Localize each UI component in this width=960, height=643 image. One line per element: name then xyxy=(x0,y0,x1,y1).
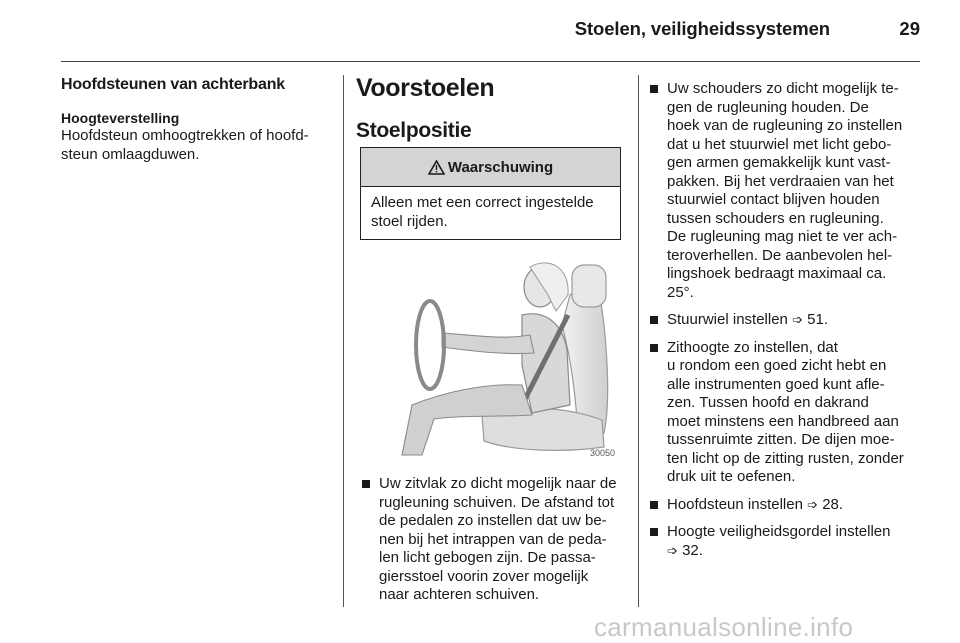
page-reference[interactable]: 28. xyxy=(822,495,844,513)
page-reference[interactable]: 51. xyxy=(807,311,829,328)
list-item: Hoogte veiligheidsgordel instellen ➩ 32. xyxy=(648,523,923,560)
list-item: Zithoogte zo instellen, dat u rondom een goed zicht hebt en alle instrumenten goed kunt afle- zen. Tussen hoofd en dakrand moet minstens een handbreed aan tussenruimte zitten. De dijen moe- ten licht op de zitting rusten, zonder druk uit te oefenen. xyxy=(648,339,923,487)
bullet-icon xyxy=(362,480,370,488)
warning-heading: Waarschuwing xyxy=(447,158,554,176)
warning-text: Alleen met een correct ingestelde stoel rijden. xyxy=(371,194,594,230)
watermark: carmanualsonline.info xyxy=(594,612,854,642)
page-reference-icon[interactable]: ➩ xyxy=(807,496,819,512)
rear-headrests-heading: Hoofdsteunen van achterbank xyxy=(61,76,285,93)
figure-label: 30050 xyxy=(590,448,616,458)
section-subtitle: Stoelpositie xyxy=(356,119,472,142)
warning-header xyxy=(361,148,620,187)
seat-position-illustration xyxy=(372,255,622,460)
page-number: 29 xyxy=(899,18,920,39)
column-divider-2 xyxy=(638,75,639,607)
left-column xyxy=(61,74,333,164)
list-item: Uw schouders zo dicht mogelijk te- gen de rugleuning houden. De hoek van de rugleuning zo instellen dat u het stuurwiel met licht gebo- gen armen gemakkelijk kunt vast- pakken. Bij het verdraaien van het stuurwiel contact blijven houden tussen schouders en rugleuning. De rugleuning mag niet te ver ach- teroverhellen. De aanbevolen hel- lingshoek bedraagt maximaal ca. 25°. xyxy=(648,80,923,302)
page-reference[interactable]: 32. xyxy=(682,541,703,559)
page-header-title: Stoelen, veiligheidssystemen xyxy=(574,18,830,39)
column-divider-1 xyxy=(343,75,344,607)
height-adjustment-subheading: Hoogteverstelling xyxy=(61,110,180,126)
page-reference-icon[interactable]: ➩ xyxy=(667,542,678,558)
list-item: Uw zitvlak zo dicht mogelijk naar de rugleuning schuiven. De afstand tot de pedalen zo instellen dat uw be- nen bij het intrappen van de peda- len licht gebogen zijn. De passa- giersstoel voorin zover mogelijk naar achteren schuiven. xyxy=(360,475,624,605)
bullet-icon xyxy=(650,528,658,536)
bullet-icon xyxy=(650,316,658,324)
middle-bullets xyxy=(360,475,624,614)
header-rule xyxy=(61,61,920,62)
bullet-icon xyxy=(650,344,658,352)
middle-column-headings xyxy=(356,72,624,145)
section-title: Voorstoelen xyxy=(356,74,495,102)
bullet-list-middle xyxy=(360,475,624,605)
right-column xyxy=(648,80,923,569)
warning-box xyxy=(360,147,621,240)
bullet-icon xyxy=(650,85,658,93)
list-item: Stuurwiel instellen ➩ 51. xyxy=(648,311,923,330)
bullet-icon xyxy=(650,501,658,509)
list-item: Hoofdsteun instellen ➩ 28. xyxy=(648,496,923,515)
page-reference-icon[interactable]: ➩ xyxy=(792,312,803,327)
bullet-list-right xyxy=(648,80,923,560)
height-adjustment-text: Hoofdsteun omhoogtrekken of hoofd- steun omlaagduwen. xyxy=(61,127,309,163)
warning-triangle-icon xyxy=(428,160,445,175)
